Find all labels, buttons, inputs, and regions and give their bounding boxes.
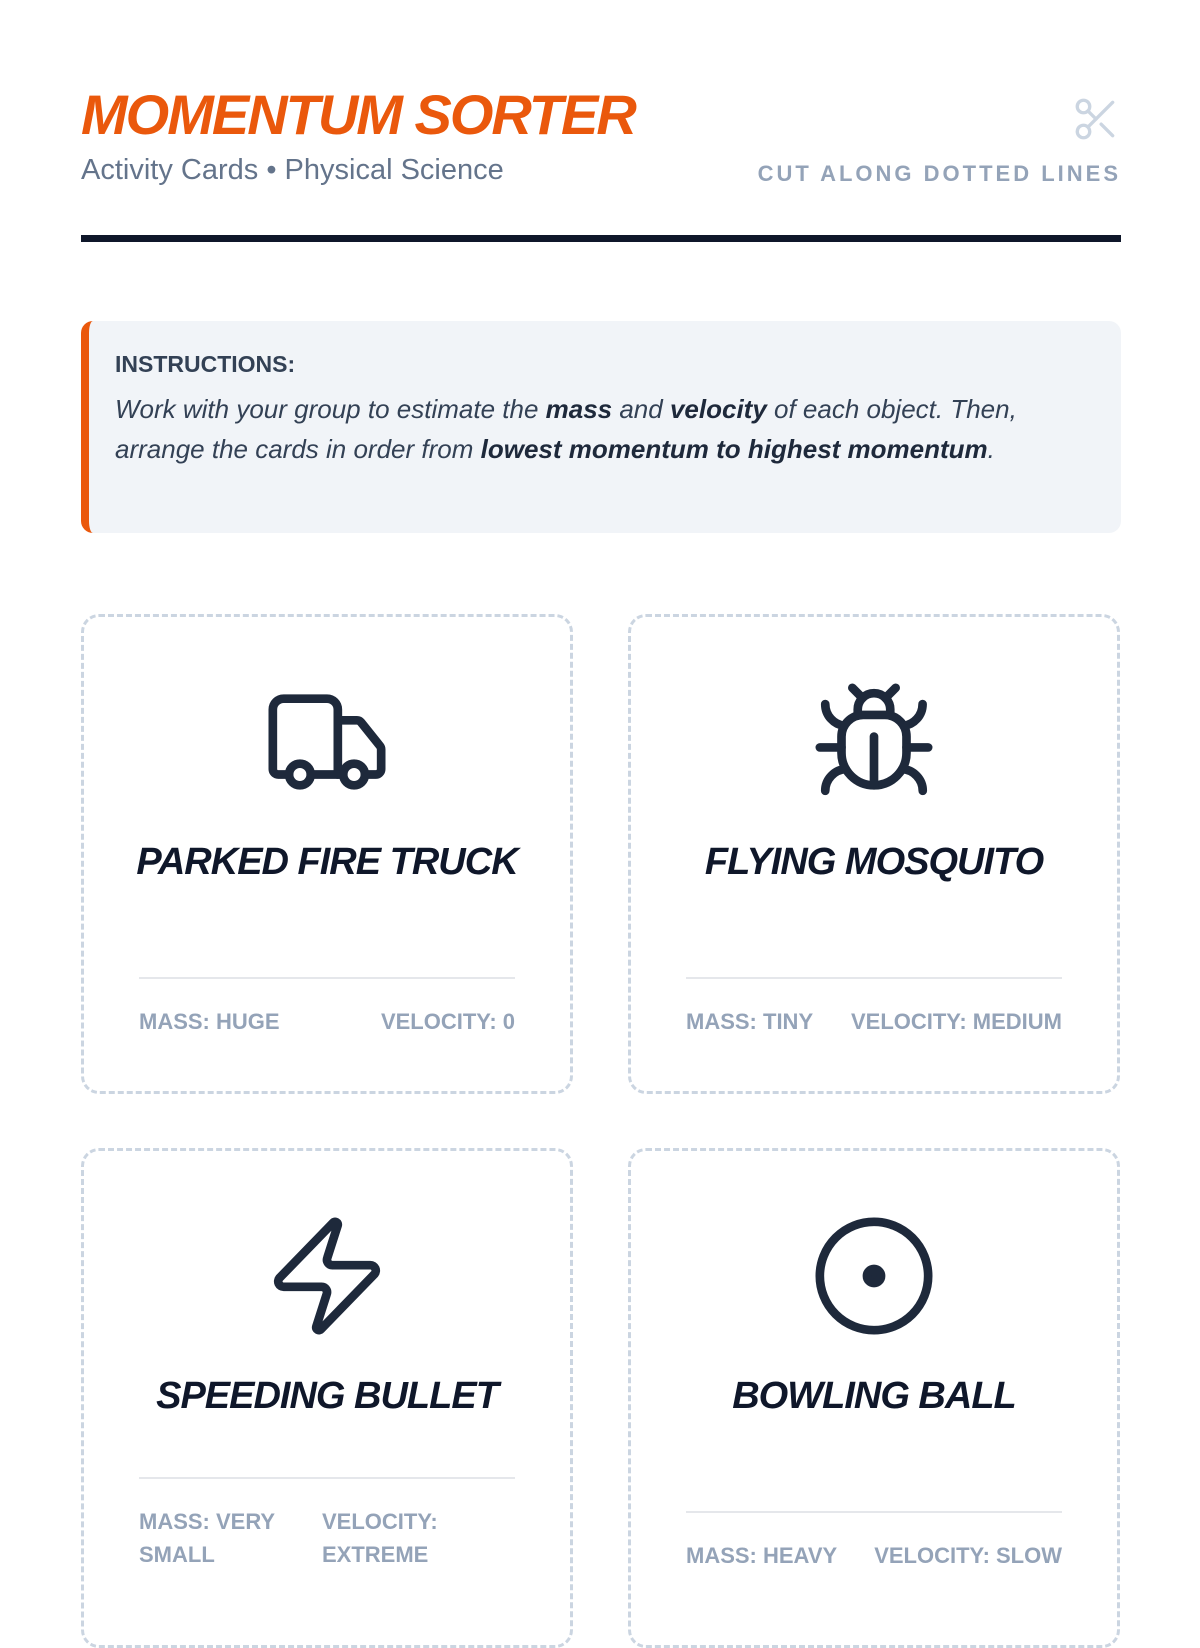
instructions-text-part: . [987, 434, 995, 464]
activity-card [81, 1148, 573, 1648]
instructions-emphasis-mass: mass [545, 394, 613, 424]
activity-card [81, 614, 573, 1094]
activity-card [628, 614, 1120, 1094]
activity-sheet [81, 0, 1121, 1568]
cut-instruction [721, 94, 1121, 194]
velocity-label: VELOCITY: EXTREME [322, 1509, 438, 1567]
instructions-text [115, 389, 1091, 469]
mass-label: MASS: VERY SMALL [139, 1509, 275, 1567]
velocity-label: VELOCITY: 0 [380, 1009, 515, 1034]
card-title: BOWLING BALL [732, 1375, 1016, 1417]
header-divider [81, 235, 1121, 242]
card-title: PARKED FIRE TRUCK [136, 841, 518, 883]
card-title: SPEEDING BULLET [156, 1375, 498, 1417]
card-title: FLYING MOSQUITO [704, 841, 1044, 883]
velocity-label: VELOCITY: MEDIUM [850, 1009, 1062, 1034]
scissors-icon [1071, 94, 1121, 144]
instructions-label: INSTRUCTIONS: [115, 351, 296, 377]
cut-label: CUT ALONG DOTTED LINES [757, 161, 1121, 186]
page-title: MOMENTUM SORTER [81, 83, 635, 146]
instructions-text-part: and [612, 394, 670, 424]
instructions-text-part: Work with your group to estimate the [115, 394, 546, 424]
circle-dot-icon [809, 1211, 939, 1341]
card-divider [686, 1511, 1062, 1513]
mass-label: MASS: HUGE [139, 1009, 280, 1034]
instructions-emphasis-velocity: velocity [669, 394, 767, 424]
card-divider [139, 977, 515, 979]
header [81, 0, 1121, 242]
bug-icon [809, 677, 939, 807]
mass-label: MASS: TINY [686, 1009, 814, 1034]
instructions-panel [81, 321, 1121, 533]
page-subtitle: Activity Cards • Physical Science [81, 154, 504, 186]
mass-label: MASS: HEAVY [686, 1543, 838, 1568]
activity-card [628, 1148, 1120, 1648]
card-divider [139, 1477, 515, 1479]
lightning-icon [262, 1211, 392, 1341]
card-divider [686, 977, 1062, 979]
instructions-text-part: of each object. Then, arrange the cards in order from [115, 394, 1017, 464]
truck-icon [262, 677, 392, 807]
instructions-emphasis-order: lowest momentum to highest momentum [480, 434, 988, 464]
velocity-label: VELOCITY: SLOW [874, 1543, 1062, 1568]
